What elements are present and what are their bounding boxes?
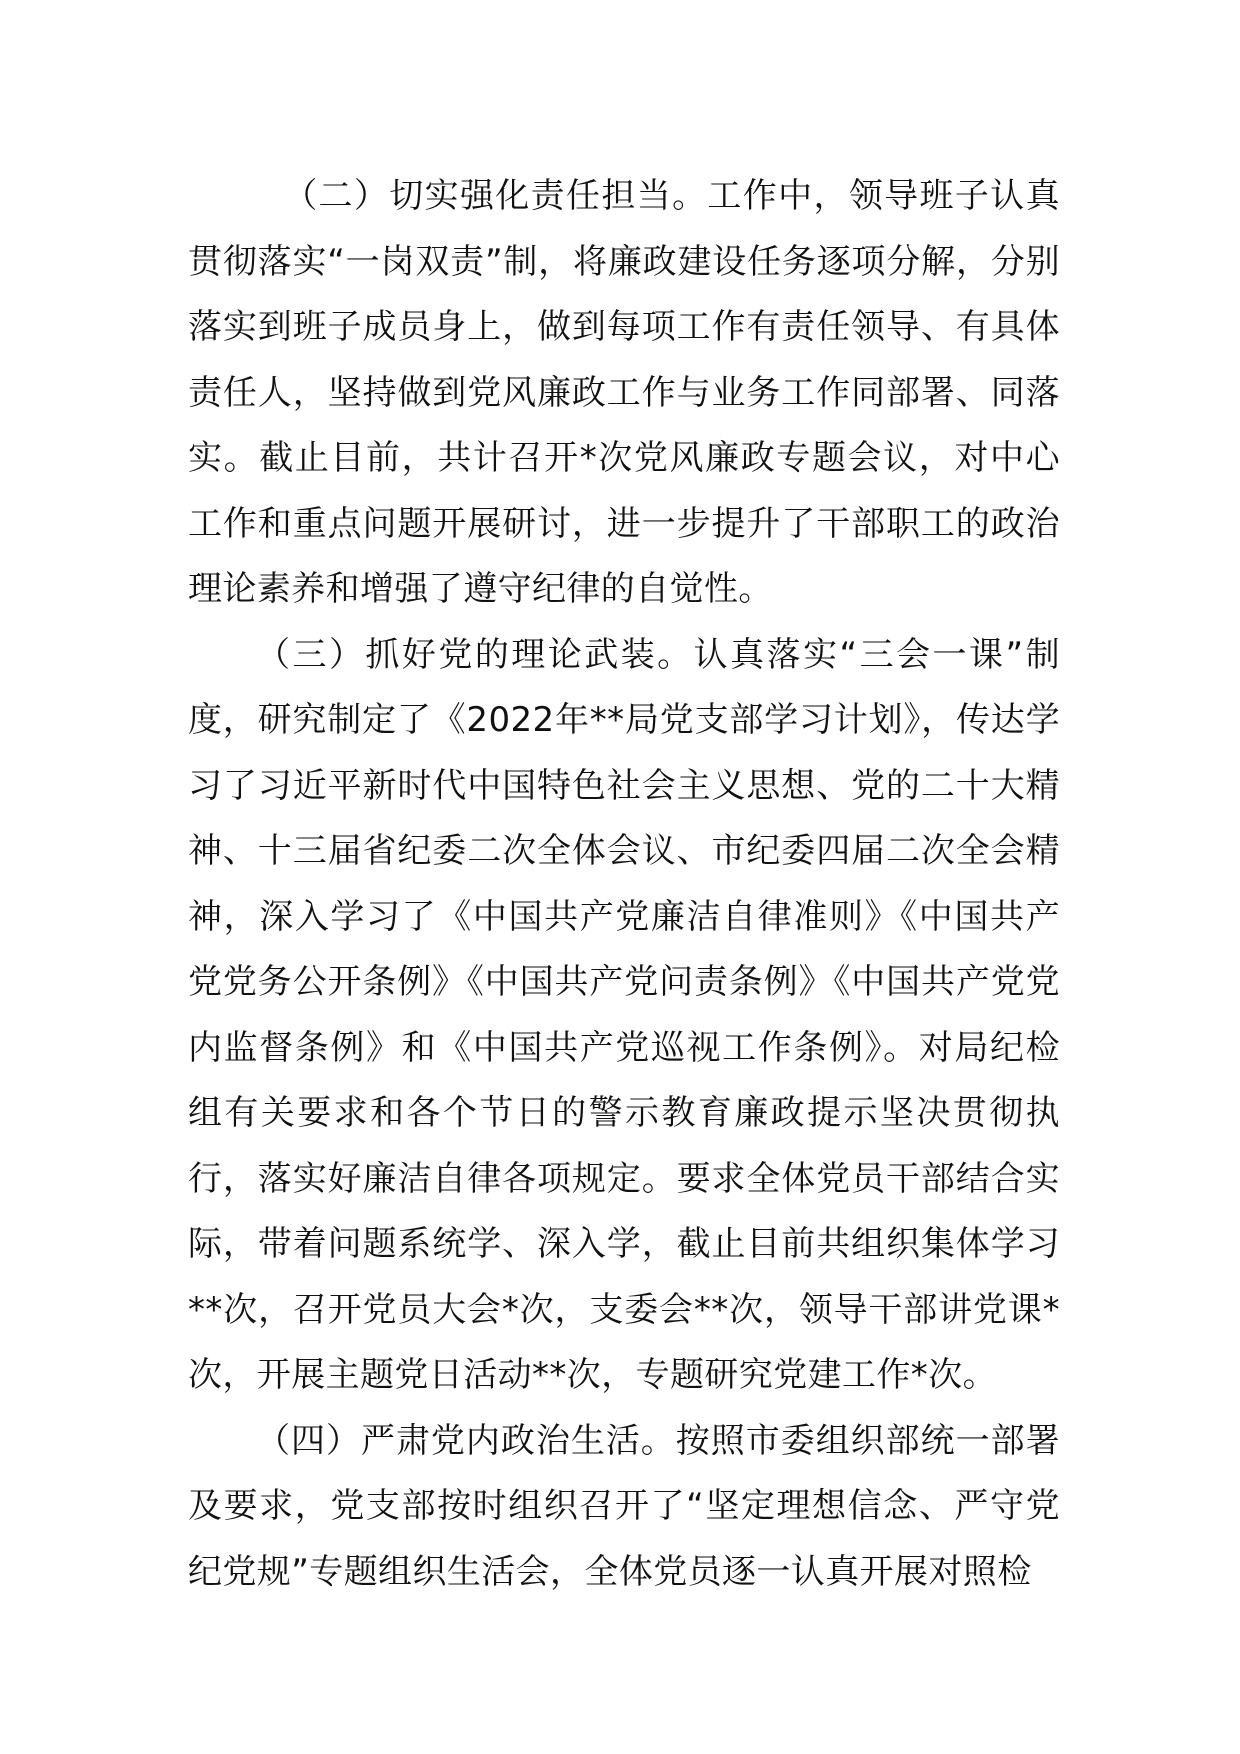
paragraph-political-life: （四）严肃党内政治生活。按照市委组织部统一部署及要求，党支部按时组织召开了“坚定理想信念、严守党纪党规”专题组织生活会，全体党员逐一认真开展对照检 (188, 1420, 1060, 1592)
paragraph-theory-study: （三）抓好党的理论武装。认真落实“三会一课”制度，研究制定了《2022年**局党支部学习计划》，传达学习了习近平新时代中国特色社会主义思想、党的二十大精神、十三届省纪委二次全体会议、市纪委四届二次全会精神，深入学习了《中国共产党廉洁自律准则》《中国共产党党务公开条例》《中国共产党问责条例》《中国共产党党内监督条例》和《中国共产党巡视工作条例》。对局纪检组有关要求和各个节日的警示教育廉政提示坚决贯彻执行，落实好廉洁自律各项规定。要求全体党员干部结合实际，带着问题系统学、深入学，截止目前共组织集体学习**次，召开党员大会*次，支委会**次，领导干部讲党课*次，开展主题党日活动**次，专题研究党建工作*次。 (188, 634, 1060, 1395)
paragraph-responsibility: （二）切实强化责任担当。工作中，领导班子认真贯彻落实“一岗双责”制，将廉政建设任务逐项分解，分别落实到班子成员身上，做到每项工作有责任领导、有具体责任人，坚持做到党风廉政工作与业务工作同部署、同落实。截止目前，共计召开*次党风廉政专题会议，对中心工作和重点问题开展研讨，进一步提升了干部职工的政治理论素养和增强了遵守纪律的自觉性。 (188, 176, 1060, 609)
document-body (188, 164, 1060, 1605)
